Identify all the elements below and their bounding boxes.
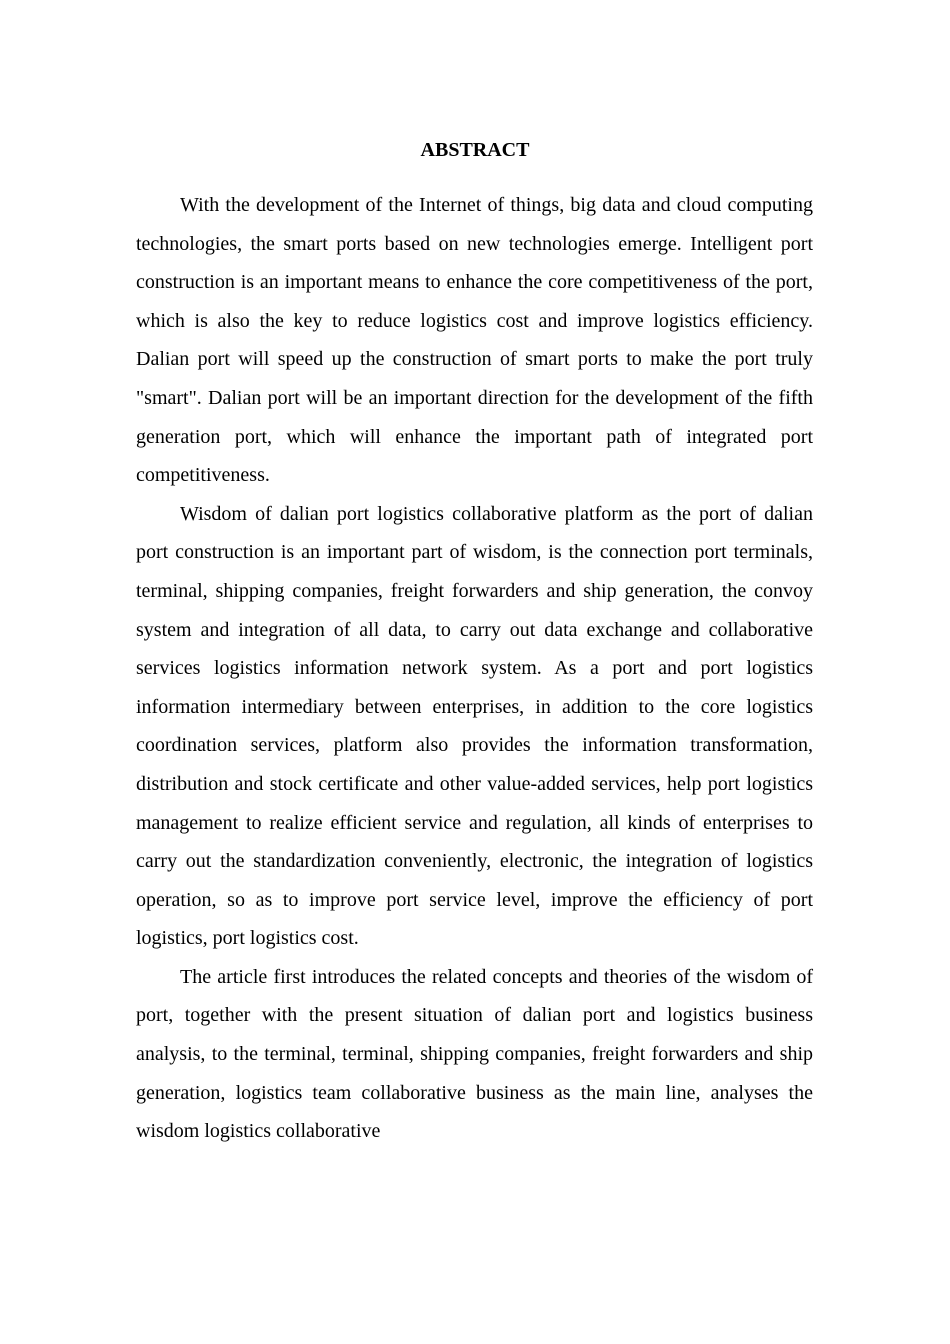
abstract-title: ABSTRACT xyxy=(420,139,530,161)
abstract-paragraph-3: The article first introduces the related concepts and theories of the wisdom of port, together with the present situation of dalian port and logistics business analysis, to the terminal, terminal, shipping companies, freight forwarders and ship generation, logistics team collaborative business as the main line, analyses the wisdom logistics collaborative xyxy=(136,965,813,1143)
abstract-paragraph-2: Wisdom of dalian port logistics collaborative platform as the port of dalian port construction is an important part of wisdom, is the connection port terminals, terminal, shipping companies, freight forwarders and ship generation, the convoy system and integration of all data, to carry out data exchange and collaborative services logistics information network system. As a port and port logistics information intermediary between enterprises, in addition to the core logistics coordination services, platform also provides the information transformation, distribution and stock certificate and other value-added services, help port logistics management to realize efficient service and regulation, all kinds of enterprises to carry out the standardization conveniently, electronic, the integration of logistics operation, so as to improve port service level, improve the efficiency of port logistics, port logistics cost. xyxy=(136,502,813,950)
abstract-body xyxy=(136,186,813,1151)
abstract-paragraph-1: With the development of the Internet of things, big data and cloud computing technologies, the smart ports based on new technologies emerge. Intelligent port construction is an important means to enhance the core competitiveness of the port, which is also the key to reduce logistics cost and improve logistics efficiency. Dalian port will speed up the construction of smart ports to make the port truly "smart". Dalian port will be an important direction for the development of the fifth generation port, which will enhance the important path of integrated port competitiveness. xyxy=(136,194,813,487)
